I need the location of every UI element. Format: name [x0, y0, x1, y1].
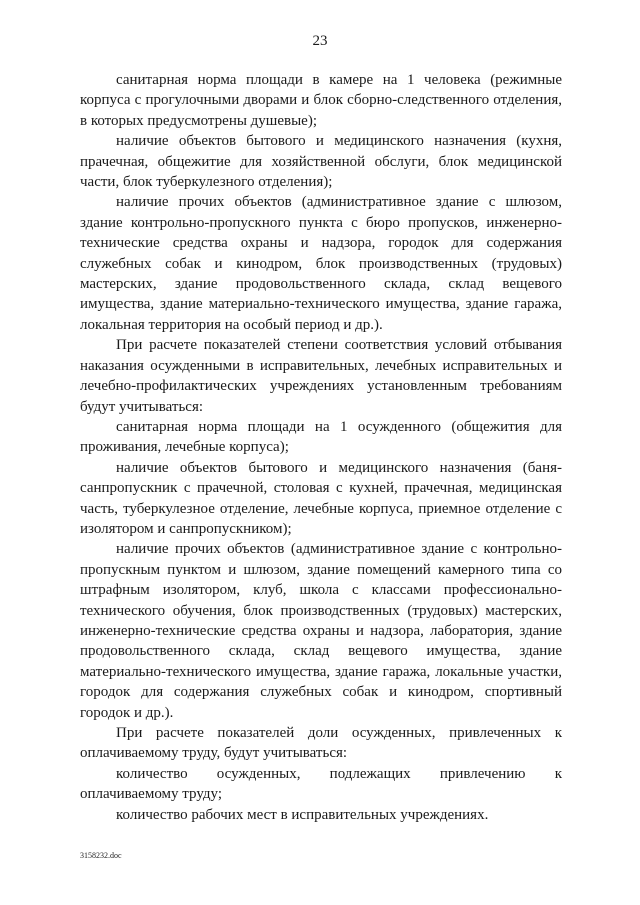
footer-filename: 3158232.doc — [80, 851, 122, 860]
paragraph: количество осужденных, подлежащих привлечению к оплачиваемому труду; — [80, 765, 562, 803]
paragraph: количество рабочих мест в исправительных учреждениях. — [116, 806, 489, 823]
paragraph: наличие объектов бытового и медицинского назначения (баня-санпропускник с прачечной, столовая с кухней, прачечная, медицинская часть, туберкулезное отделение, лечебные корпуса, приемное отделение с изолятором и санпропускником); — [80, 459, 562, 537]
paragraph: наличие объектов бытового и медицинского назначения (кухня, прачечная, общежитие для хозяйственной обслуги, блок медицинской части, блок туберкулезного отделения); — [80, 133, 562, 191]
paragraph: наличие прочих объектов (административное здание с шлюзом, здание контрольно-пропускного пункта с бюро пропусков, инженерно-технические средства охраны и надзора, городок для содержания служебных собак и кинодром, блок производственных (трудовых) мастерских, здание продовольственного склада, склад вещевого имущества, здание материально-технического имущества, здание гаража, локальная территория на особый период и др.). — [80, 194, 562, 333]
paragraph: санитарная норма площади на 1 осужденного (общежития для проживания, лечебные корпуса); — [80, 418, 562, 456]
paragraph: санитарная норма площади в камере на 1 человека (режимные корпуса с прогулочными дворами и блок сборно-следственного отделения, в которых предусмотрены душевые); — [80, 72, 562, 129]
paragraph: При расчете показателей степени соответствия условий отбывания наказания осужденными в исправительных, лечебных исправительных и лечебно-профилактических учреждениях установленным требованиям будут учитываться: — [80, 337, 562, 415]
paragraph: При расчете показателей доли осужденных, привлеченных к оплачиваемому труду, будут учитываться: — [80, 725, 562, 762]
page-number: 23 — [312, 33, 328, 49]
paragraph: наличие прочих объектов (административное здание с контрольно-пропускным пунктом и шлюзом, здание помещений камерного типа со штрафным изолятором, клуб, школа с классами профессионально-технического обучения, блок производственных (трудовых) мастерских, инженерно-технические средства охраны и надзора, лаборатория, здание продовольственного склада, склад вещевого имущества, здание материально-технического имущества, здание гаража, локальные участки, городок для содержания служебных собак и кинодром, спортивный городок и др.). — [80, 541, 562, 721]
document-body — [80, 70, 562, 825]
